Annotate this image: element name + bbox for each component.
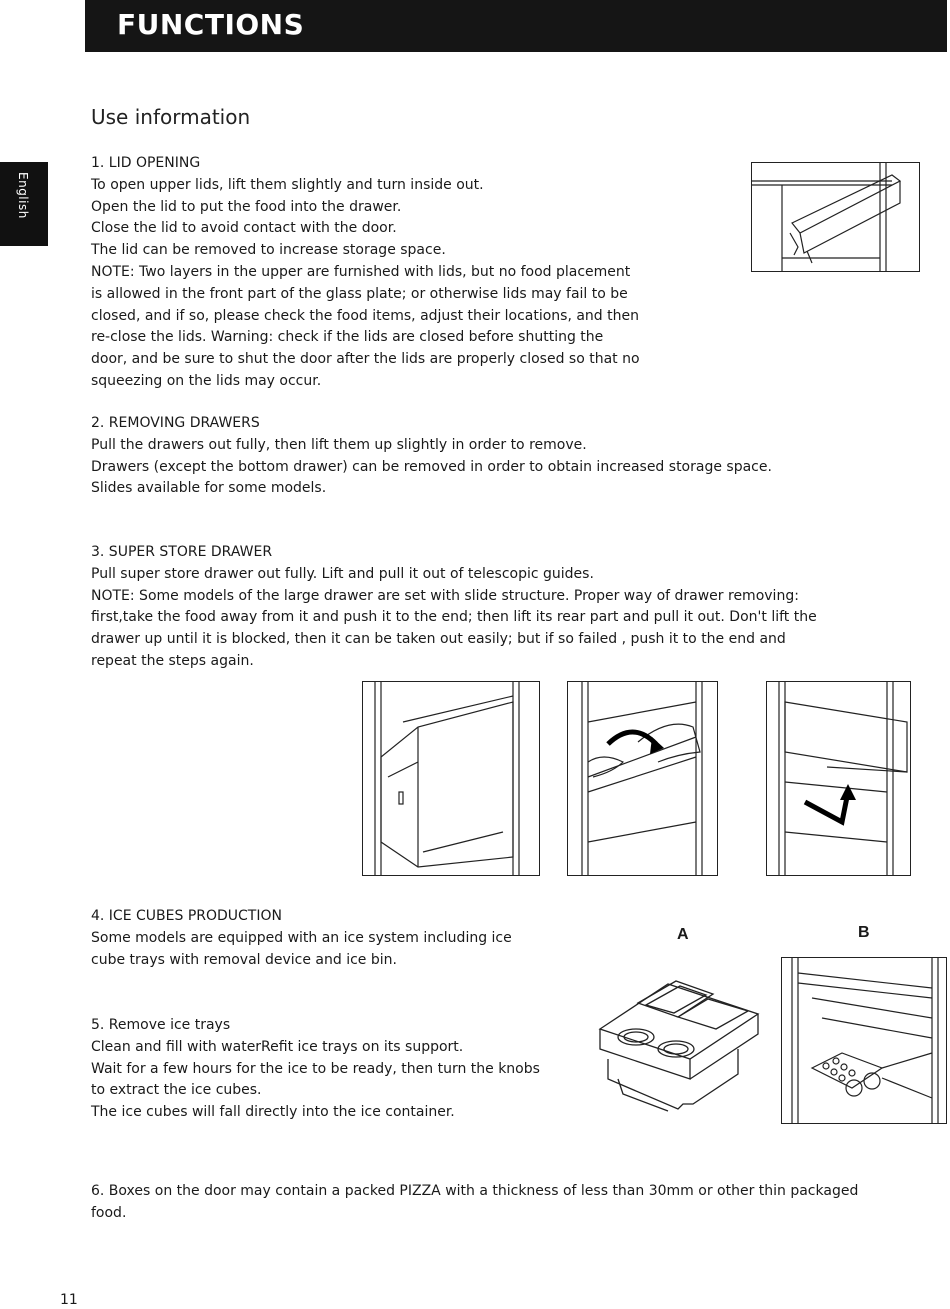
ice-trays-title: 5. Remove ice trays — [91, 1017, 231, 1033]
super-store-line: NOTE: Some models of the large drawer are set with slide structure. Proper way of drawer removing: — [91, 587, 799, 604]
lid-opening-section — [91, 153, 640, 393]
drawer-step-1-illustration — [362, 681, 540, 876]
removing-drawers-line: Slides available for some models. — [91, 480, 327, 497]
ice-trays-line: to extract the ice cubes. — [91, 1082, 262, 1099]
super-store-line: Pull super store drawer out fully. Lift and pull it out of telescopic guides. — [91, 565, 594, 582]
ice-trays-line: Wait for a few hours for the ice to be ready, then turn the knobs — [91, 1060, 540, 1077]
pizza-line: food. — [91, 1204, 127, 1221]
removing-drawers-line: Drawers (except the bottom drawer) can be removed in order to obtain increased storage space. — [91, 458, 772, 475]
lid-opening-line: To open upper lids, lift them slightly and turn inside out. — [91, 176, 484, 193]
figure-label-b: B — [858, 924, 870, 941]
lid-opening-line: is allowed in the front part of the glass plate; or otherwise lids may fail to be — [91, 285, 628, 302]
ice-cubes-title: 4. ICE CUBES PRODUCTION — [91, 908, 282, 924]
lid-opening-line: NOTE: Two layers in the upper are furnished with lids, but no food placement — [91, 263, 631, 280]
super-store-title: 3. SUPER STORE DRAWER — [91, 544, 273, 560]
super-store-line: drawer up until it is blocked, then it can be taken out easily; but if so failed , push it to the end and — [91, 631, 786, 648]
lid-opening-illustration — [751, 162, 920, 272]
lid-opening-line: door, and be sure to shut the door after the lids are properly closed so that no — [91, 351, 640, 368]
ice-trays-section — [91, 1015, 540, 1124]
lid-opening-title: 1. LID OPENING — [91, 155, 201, 171]
removing-drawers-title: 2. REMOVING DRAWERS — [91, 415, 260, 431]
figure-label-a: A — [677, 926, 689, 943]
drawer-step-2-illustration — [567, 681, 718, 876]
removing-drawers-line: Pull the drawers out fully, then lift them up slightly in order to remove. — [91, 436, 587, 453]
lid-opening-line: re-close the lids. Warning: check if the lids are closed before shutting the — [91, 329, 604, 346]
language-tab-label: English — [16, 172, 30, 219]
super-store-line: first,take the food away from it and push it to the end; then lift its rear part and pull it out. Don't lift the — [91, 609, 817, 626]
lid-opening-line: squeezing on the lids may occur. — [91, 372, 322, 389]
header-bar — [85, 0, 947, 52]
ice-bin-illustration — [781, 957, 947, 1124]
lid-opening-line: Open the lid to put the food into the drawer. — [91, 198, 402, 215]
super-store-line: repeat the steps again. — [91, 652, 254, 669]
drawer-step-3-illustration — [766, 681, 911, 876]
ice-cubes-line: cube trays with removal device and ice bin. — [91, 951, 397, 968]
removing-drawers-section — [91, 413, 772, 500]
ice-trays-line: The ice cubes will fall directly into the ice container. — [91, 1104, 455, 1121]
page-number: 11 — [60, 1292, 78, 1308]
ice-tray-illustration — [598, 979, 760, 1119]
pizza-line: 6. Boxes on the door may contain a packed PIZZA with a thickness of less than 30mm or other thin packaged — [91, 1183, 859, 1199]
lid-opening-line: closed, and if so, please check the food items, adjust their locations, and then — [91, 307, 639, 324]
lid-opening-line: Close the lid to avoid contact with the door. — [91, 220, 397, 237]
page-title: FUNCTIONS — [117, 8, 305, 41]
section-heading: Use information — [91, 105, 251, 129]
ice-cubes-line: Some models are equipped with an ice system including ice — [91, 929, 512, 946]
language-tab — [0, 162, 48, 246]
super-store-section — [91, 542, 817, 673]
lid-opening-line: The lid can be removed to increase storage space. — [91, 242, 446, 259]
pizza-section — [91, 1181, 858, 1225]
ice-trays-line: Clean and fill with waterRefit ice trays on its support. — [91, 1038, 464, 1055]
ice-cubes-section — [91, 906, 512, 971]
